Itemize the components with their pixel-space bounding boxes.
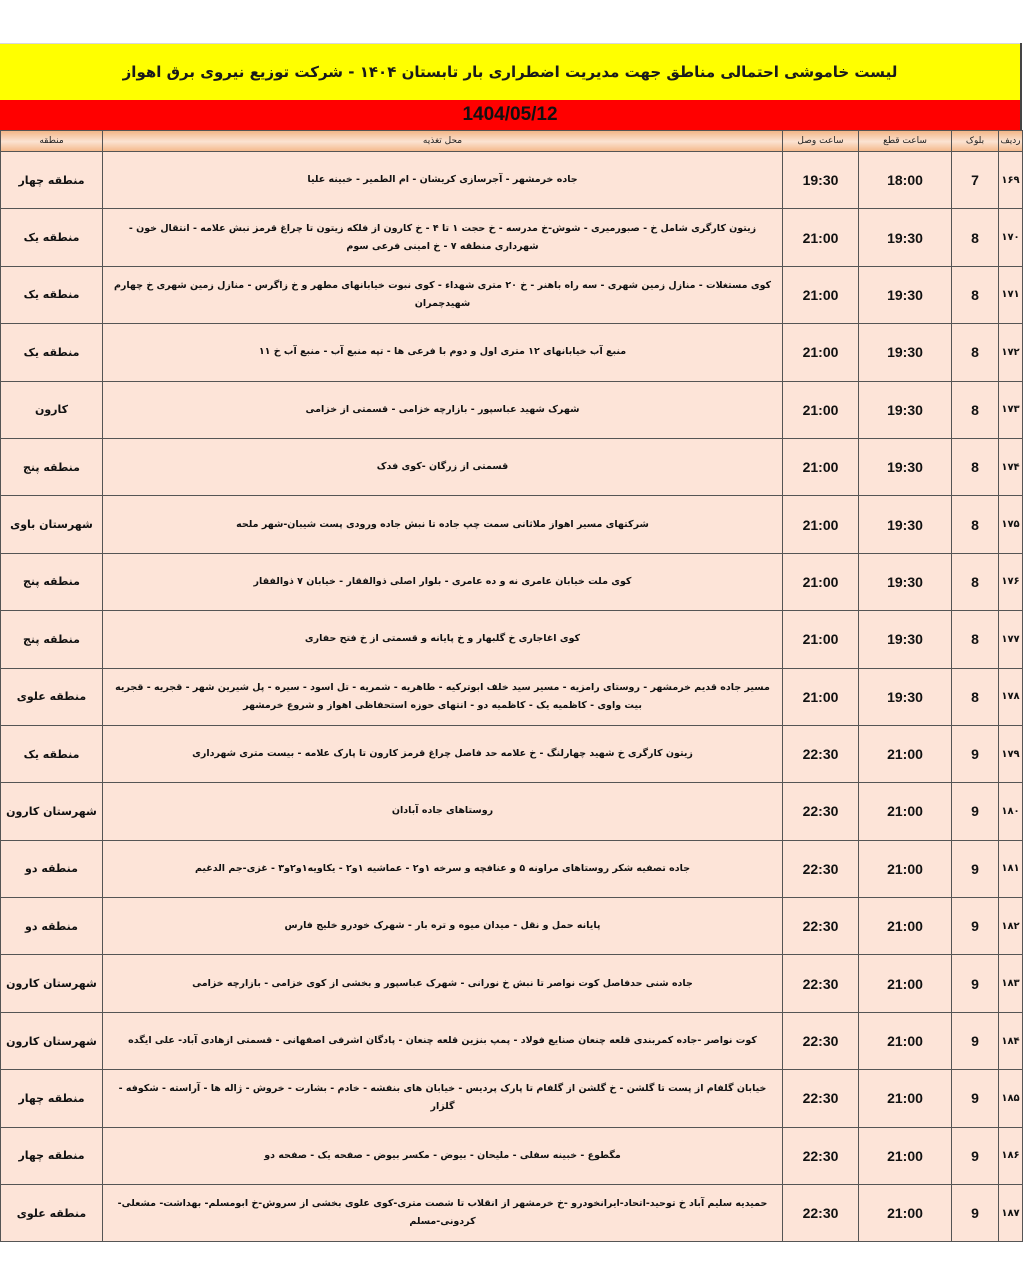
connect-time: 21:00 bbox=[783, 209, 859, 266]
block-number: 9 bbox=[952, 783, 999, 840]
connect-time: 22:30 bbox=[783, 955, 859, 1012]
feed-location: جاده تصفیه شکر روستاهای مراونه ۵ و عنافچه و سرخه ۱و۲ - عماشیه ۱و۲ - یکاویه۱و۲و۳ - غزی-جم الدغیم bbox=[103, 840, 783, 897]
feed-location: کوی اغاجاری خ گلبهار و خ پایانه و قسمتی از خ فتح حفاری bbox=[103, 611, 783, 668]
connect-time: 21:00 bbox=[783, 324, 859, 381]
region-name: منطقه چهار bbox=[1, 152, 103, 209]
block-number: 8 bbox=[952, 668, 999, 725]
table-row bbox=[1, 553, 1023, 610]
feed-location: مسیر جاده قدیم خرمشهر - روستای رامزیه - مسیر سید خلف ابوترکیه - طاهریه - شمریه - تل اسود - سیره - پل شیرین شهر - قجریه - قجریه بیت واوی - کاظمیه یک - کاظمیه دو - انتهای حوزه استحفاظی اهواز و شروع خرمشهر bbox=[103, 668, 783, 725]
block-number: 8 bbox=[952, 496, 999, 553]
column-header-cut-time: ساعت قطع bbox=[859, 131, 952, 152]
schedule-date: 1404/05/12 bbox=[462, 104, 558, 125]
row-number: ۱۷۵ bbox=[999, 496, 1023, 553]
connect-time: 21:00 bbox=[783, 266, 859, 323]
column-header-region: منطقه bbox=[1, 131, 103, 152]
block-number: 9 bbox=[952, 1185, 999, 1242]
feed-location: کوی ملت خیابان عامری نه و ده عامری - بلوار اصلی ذوالفقار - خیابان ۷ ذوالفقار bbox=[103, 553, 783, 610]
column-header-block: بلوک bbox=[952, 131, 999, 152]
feed-location: شهرک شهید عباسپور - بازارچه خزامی - قسمتی از خزامی bbox=[103, 381, 783, 438]
connect-time: 19:30 bbox=[783, 152, 859, 209]
block-number: 8 bbox=[952, 611, 999, 668]
region-name: منطقه یک bbox=[1, 209, 103, 266]
row-number: ۱۸۴ bbox=[999, 1012, 1023, 1069]
block-number: 8 bbox=[952, 438, 999, 495]
connect-time: 22:30 bbox=[783, 898, 859, 955]
row-number: ۱۸۲ bbox=[999, 898, 1023, 955]
cut-time: 21:00 bbox=[859, 1185, 952, 1242]
row-number: ۱۷۱ bbox=[999, 266, 1023, 323]
row-number: ۱۸۷ bbox=[999, 1185, 1023, 1242]
table-row bbox=[1, 496, 1023, 553]
table-row bbox=[1, 381, 1023, 438]
cut-time: 19:30 bbox=[859, 496, 952, 553]
row-number: ۱۸۱ bbox=[999, 840, 1023, 897]
table-row bbox=[1, 725, 1023, 782]
region-name: کارون bbox=[1, 381, 103, 438]
table-row bbox=[1, 1012, 1023, 1069]
block-number: 8 bbox=[952, 266, 999, 323]
region-name: منطقه یک bbox=[1, 725, 103, 782]
row-number: ۱۷۳ bbox=[999, 381, 1023, 438]
row-number: ۱۷۷ bbox=[999, 611, 1023, 668]
feed-location: زیتون کارگری خ شهید چهارلنگ - خ علامه حد فاصل چراغ قرمز کارون تا پارک علامه - بیست متری شهرداری bbox=[103, 725, 783, 782]
feed-location: قسمتی از زرگان -کوی فدک bbox=[103, 438, 783, 495]
block-number: 9 bbox=[952, 1070, 999, 1127]
cut-time: 21:00 bbox=[859, 898, 952, 955]
cut-time: 21:00 bbox=[859, 1012, 952, 1069]
connect-time: 21:00 bbox=[783, 438, 859, 495]
connect-time: 21:00 bbox=[783, 668, 859, 725]
feed-location: حمیدیه سلیم آباد خ توحید-اتحاد-ایرانخودرو -خ خرمشهر از انقلاب تا شصت متری-کوی علوی بخشی از سروش-خ ابومسلم- بهداشت- مشعلی- کردونی-مسلم bbox=[103, 1185, 783, 1242]
connect-time: 21:00 bbox=[783, 381, 859, 438]
block-number: 7 bbox=[952, 152, 999, 209]
region-name: منطقه دو bbox=[1, 840, 103, 897]
column-header-connect-time: ساعت وصل bbox=[783, 131, 859, 152]
feed-location: روستاهای جاده آبادان bbox=[103, 783, 783, 840]
feed-location: منبع آب خیابانهای ۱۲ متری اول و دوم با فرعی ها - تپه منبع آب - منبع آب خ ۱۱ bbox=[103, 324, 783, 381]
table-row bbox=[1, 1127, 1023, 1184]
outage-schedule-sheet bbox=[0, 43, 1022, 1242]
row-number: ۱۸۶ bbox=[999, 1127, 1023, 1184]
table-row bbox=[1, 152, 1023, 209]
cut-time: 19:30 bbox=[859, 438, 952, 495]
date-banner bbox=[0, 100, 1020, 130]
connect-time: 22:30 bbox=[783, 1185, 859, 1242]
title-banner bbox=[0, 43, 1020, 100]
table-row bbox=[1, 955, 1023, 1012]
row-number: ۱۷۶ bbox=[999, 553, 1023, 610]
row-number: ۱۶۹ bbox=[999, 152, 1023, 209]
block-number: 9 bbox=[952, 1127, 999, 1184]
region-name: منطقه پنج bbox=[1, 438, 103, 495]
connect-time: 22:30 bbox=[783, 1127, 859, 1184]
block-number: 8 bbox=[952, 553, 999, 610]
row-number: ۱۷۸ bbox=[999, 668, 1023, 725]
table-row bbox=[1, 840, 1023, 897]
region-name: منطقه علوی bbox=[1, 1185, 103, 1242]
row-number: ۱۷۴ bbox=[999, 438, 1023, 495]
table-row bbox=[1, 266, 1023, 323]
block-number: 8 bbox=[952, 381, 999, 438]
row-number: ۱۷۹ bbox=[999, 725, 1023, 782]
feed-location: شرکتهای مسیر اهواز ملاثانی سمت چپ جاده تا نبش جاده ورودی پست شیبان-شهر ملحه bbox=[103, 496, 783, 553]
region-name: شهرستان کارون bbox=[1, 955, 103, 1012]
cut-time: 21:00 bbox=[859, 1070, 952, 1127]
table-row bbox=[1, 898, 1023, 955]
feed-location: کوی مستغلات - منازل زمین شهری - سه راه باهنر - خ ۲۰ متری شهداء - کوی نبوت خیابانهای مطهر و خ زاگرس - منازل زمین شهری خ چهارم شهیدچمران bbox=[103, 266, 783, 323]
cut-time: 21:00 bbox=[859, 1127, 952, 1184]
cut-time: 19:30 bbox=[859, 553, 952, 610]
region-name: منطقه چهار bbox=[1, 1127, 103, 1184]
region-name: منطقه علوی bbox=[1, 668, 103, 725]
connect-time: 22:30 bbox=[783, 1012, 859, 1069]
connect-time: 21:00 bbox=[783, 553, 859, 610]
feed-location: جاده شنی حدفاصل کوت نواصر تا نبش خ نورانی - شهرک عباسپور و بخشی از کوی خزامی - بازارچه خزامی bbox=[103, 955, 783, 1012]
block-number: 9 bbox=[952, 955, 999, 1012]
region-name: شهرستان باوی bbox=[1, 496, 103, 553]
connect-time: 21:00 bbox=[783, 611, 859, 668]
table-row bbox=[1, 611, 1023, 668]
column-header-radif: ردیف bbox=[999, 131, 1023, 152]
cut-time: 19:30 bbox=[859, 209, 952, 266]
row-number: ۱۸۵ bbox=[999, 1070, 1023, 1127]
row-number: ۱۷۲ bbox=[999, 324, 1023, 381]
page-title: لیست خاموشی احتمالی مناطق جهت مدیریت اضطراری بار تابستان ۱۴۰۴ - شرکت توزیع نیروی برق اهواز bbox=[122, 63, 898, 81]
region-name: منطقه پنج bbox=[1, 553, 103, 610]
connect-time: 22:30 bbox=[783, 1070, 859, 1127]
cut-time: 19:30 bbox=[859, 611, 952, 668]
table-row bbox=[1, 1070, 1023, 1127]
cut-time: 19:30 bbox=[859, 266, 952, 323]
cut-time: 21:00 bbox=[859, 955, 952, 1012]
feed-location: پایانه حمل و نقل - میدان میوه و تره بار - شهرک خودرو خلیج فارس bbox=[103, 898, 783, 955]
feed-location: خیابان گلفام از پست تا گلشن - خ گلشن از گلفام تا پارک پردیس - خیابان های بنفشه - خادم - بشارت - خروش - ژاله ها - آراسته - شکوفه - گلزار bbox=[103, 1070, 783, 1127]
feed-location: زیتون کارگری شامل خ - صبورمیری - شوش-خ مدرسه - خ حجت ۱ تا ۴ - خ کارون از فلکه زیتون تا چراغ قرمز نبش علامه - انتقال خون - شهرداری منطقه ۷ - خ امینی فرعی سوم bbox=[103, 209, 783, 266]
cut-time: 19:30 bbox=[859, 381, 952, 438]
block-number: 9 bbox=[952, 1012, 999, 1069]
outage-table bbox=[0, 130, 1023, 1242]
region-name: منطقه دو bbox=[1, 898, 103, 955]
cut-time: 21:00 bbox=[859, 783, 952, 840]
region-name: شهرستان کارون bbox=[1, 1012, 103, 1069]
feed-location: مگطوع - خبینه سفلی - ملیحان - بیوض - مکسر بیوض - صفحه یک - صفحه دو bbox=[103, 1127, 783, 1184]
table-row bbox=[1, 438, 1023, 495]
block-number: 8 bbox=[952, 324, 999, 381]
cut-time: 18:00 bbox=[859, 152, 952, 209]
connect-time: 21:00 bbox=[783, 496, 859, 553]
cut-time: 19:30 bbox=[859, 324, 952, 381]
connect-time: 22:30 bbox=[783, 783, 859, 840]
region-name: منطقه یک bbox=[1, 266, 103, 323]
block-number: 9 bbox=[952, 725, 999, 782]
block-number: 9 bbox=[952, 898, 999, 955]
block-number: 8 bbox=[952, 209, 999, 266]
column-header-feed-location: محل تغذیه bbox=[103, 131, 783, 152]
region-name: منطقه پنج bbox=[1, 611, 103, 668]
region-name: منطقه یک bbox=[1, 324, 103, 381]
row-number: ۱۷۰ bbox=[999, 209, 1023, 266]
cut-time: 19:30 bbox=[859, 668, 952, 725]
table-row bbox=[1, 324, 1023, 381]
region-name: شهرستان کارون bbox=[1, 783, 103, 840]
cut-time: 21:00 bbox=[859, 725, 952, 782]
feed-location: کوت نواصر -جاده کمربندی قلعه چنعان صنایع فولاد - پمپ بنزین قلعه چنعان - پادگان اشرفی اصفهانی - قسمتی ازهادی آباد- علی ایگده bbox=[103, 1012, 783, 1069]
cut-time: 21:00 bbox=[859, 840, 952, 897]
table-row bbox=[1, 668, 1023, 725]
connect-time: 22:30 bbox=[783, 725, 859, 782]
table-header-row bbox=[1, 131, 1023, 152]
block-number: 9 bbox=[952, 840, 999, 897]
connect-time: 22:30 bbox=[783, 840, 859, 897]
region-name: منطقه چهار bbox=[1, 1070, 103, 1127]
feed-location: جاده خرمشهر - آجرسازی کریشان - ام الطمیر - خبینه علیا bbox=[103, 152, 783, 209]
row-number: ۱۸۰ bbox=[999, 783, 1023, 840]
row-number: ۱۸۳ bbox=[999, 955, 1023, 1012]
table-row bbox=[1, 209, 1023, 266]
table-row bbox=[1, 1185, 1023, 1242]
table-row bbox=[1, 783, 1023, 840]
